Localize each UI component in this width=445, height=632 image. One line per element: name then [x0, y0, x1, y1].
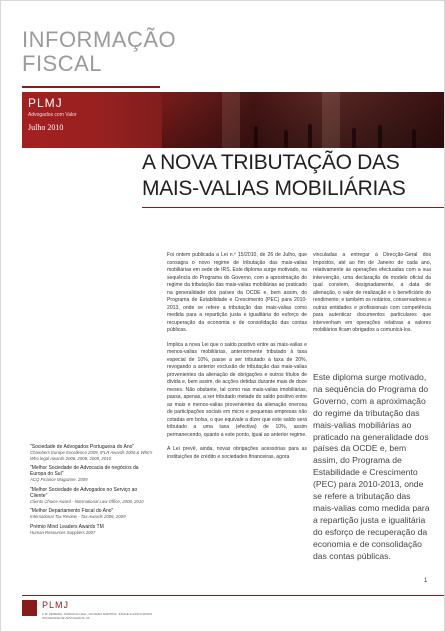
footer-brand: PLMJ [42, 600, 70, 610]
banner-figure [254, 126, 258, 148]
banner-figure [284, 130, 288, 148]
banner-figure [352, 128, 356, 148]
pull-quote: Este diploma surge motivado, na sequência do Programa do Governo, com a aproximação do regime da tributação das mais-valias mobiliárias ao praticado na generalidade dos países da OCDE e, bem assim, do Programa de Estabilidade e Crescimento (PEC) para 2010-2013, onde se refere a tributação das mais-valias como medida para a repartição justa e igualitária do esforço de recuperação da economia e de consolidação das contas públicas. [313, 372, 430, 561]
award-item [30, 444, 155, 461]
award-item [30, 508, 155, 520]
newsletter-title-line1: INFORMAÇÃO [22, 27, 177, 52]
award-source: Human Resources Suppliers 2007 [30, 529, 96, 535]
award-title: "Melhor Sociedade de Advocacia de negócios da Europa do Sul" [30, 465, 139, 477]
header-banner [22, 92, 444, 148]
award-item [30, 465, 155, 483]
banner-photo [162, 92, 444, 148]
header-rule [22, 86, 160, 88]
newsletter-title [22, 28, 222, 76]
article-headline [142, 150, 442, 202]
award-title: "Melhor Sociedade de Advogados no Serviço ao Cliente" [30, 486, 138, 499]
banner-tagline: Advogados com Valor [28, 112, 77, 118]
award-source: Clients Choice Award - International Law Office, 2008, 2010 [30, 498, 144, 504]
awards-list [30, 444, 155, 539]
headline-line2: MAIS-VALIAS MOBILIÁRIAS [142, 177, 406, 200]
logo-mark-icon [22, 600, 37, 616]
award-title: "Melhor Departamento Fiscal do Ano" [30, 508, 114, 514]
paragraph: Foi ontem publicada a Lei n.º 15/2010, de 26 de Julho, que consagra o novo regime de tributação das mais-valias mobiliárias em sede de IRS. Este diploma surge motivado, na sequência do Programa do Governo, com a aproximação do regime da tributação das mais-valias mobiliárias ao praticado na generalidade dos países da OCDE e, bem assim, do Programa de Estabilidade e Crescimento (PEC) para 2010-2013, onde se refere a tributação das mais-valias como medida para a repartição justa e igualitária do esforço de recuperação da economia e de consolidação das contas públicas. [167, 252, 307, 333]
article-column-2 [313, 252, 431, 342]
footer-rule [22, 595, 444, 596]
page-number: 1 [424, 578, 428, 584]
banner-figure [378, 125, 382, 148]
paragraph: Implica a nova Lei que o saldo positivo entre as mais-valias e menos-valias mobiliárias, anteriormente tributado à taxa especial de 10%, passe a ser tributado à taxa de 20%, revogando a anterior exclusão de tributação das mais-valias provenientes da alienação de obrigações e outros títulos de dívida e, bem assim, de acções detidas durante mais de doze meses. Não obstante, tal como nas mais-valias imobiliárias, passa, apenas, a ser tributado metade do saldo positivo entre as mais e menos-valias provenientes da alienação onerosa de participações sociais em micro e pequenas empresas não cotadas em bolsa, o que equivale a dizer que este saldo será tributado a uma taxa (efectiva) de 10%, assim permanecendo, quanto a este ponto, igual ao anterior regime. [167, 341, 307, 438]
award-source: International Tax Review - Tax Awards 2006, 2009 [30, 514, 126, 519]
footer-firm-name: A.M. PEREIRA, SÁRAGGA LEAL, OLIVEIRA MARTINS, JÚDICE E ASSOCIADOS SOCIEDADE DE ADVOGADOS, RL [42, 612, 153, 620]
award-item [30, 524, 155, 536]
award-source: ACQ Finance Magazine, 2009 [30, 477, 88, 482]
award-source: Chambers Europe Excellence 2009, IFLR Awards 2006 & Who's Who legal Awards 2006, 2008, 2009, 2010 [30, 450, 153, 461]
paragraph: vinculadas a entregar à Direcção-Geral dos Impostos, até ao fim de Janeiro de cada ano, relativamente às operações efectuadas com a sua intervenção, uma declaração de modelo oficial da qual constem, designadamente, a data de alienação, o valor de realização e o beneficiário do rendimento; e também os notários, conservadores e outras entidades e profissionais com competência para autenticar documentos particulares que intervenham em operações relativas a valores mobiliários ficam obrigados a comunicá-los. [313, 252, 431, 333]
article-column-1 [167, 252, 307, 468]
banner-light [322, 92, 340, 148]
award-title: Prémio Mind Leaders Awards TM [30, 523, 104, 530]
headline-rule [142, 207, 444, 208]
banner-figure [308, 124, 312, 148]
award-title: "Sociedade de Advogados Portuguesa do Ano" [30, 444, 135, 450]
paragraph: A Lei prevê, ainda, novas obrigações acessórias para as instituições de crédito e sociedades financeiras, agora [167, 446, 307, 460]
banner-figure [412, 129, 416, 148]
issue-date: Julho 2010 [28, 123, 64, 132]
newsletter-title-line2: FISCAL [22, 51, 103, 76]
banner-brand: PLMJ [28, 96, 63, 110]
banner-light [222, 92, 240, 148]
headline-line1: A NOVA TRIBUTAÇÃO DAS [142, 151, 400, 174]
award-item [30, 487, 155, 505]
